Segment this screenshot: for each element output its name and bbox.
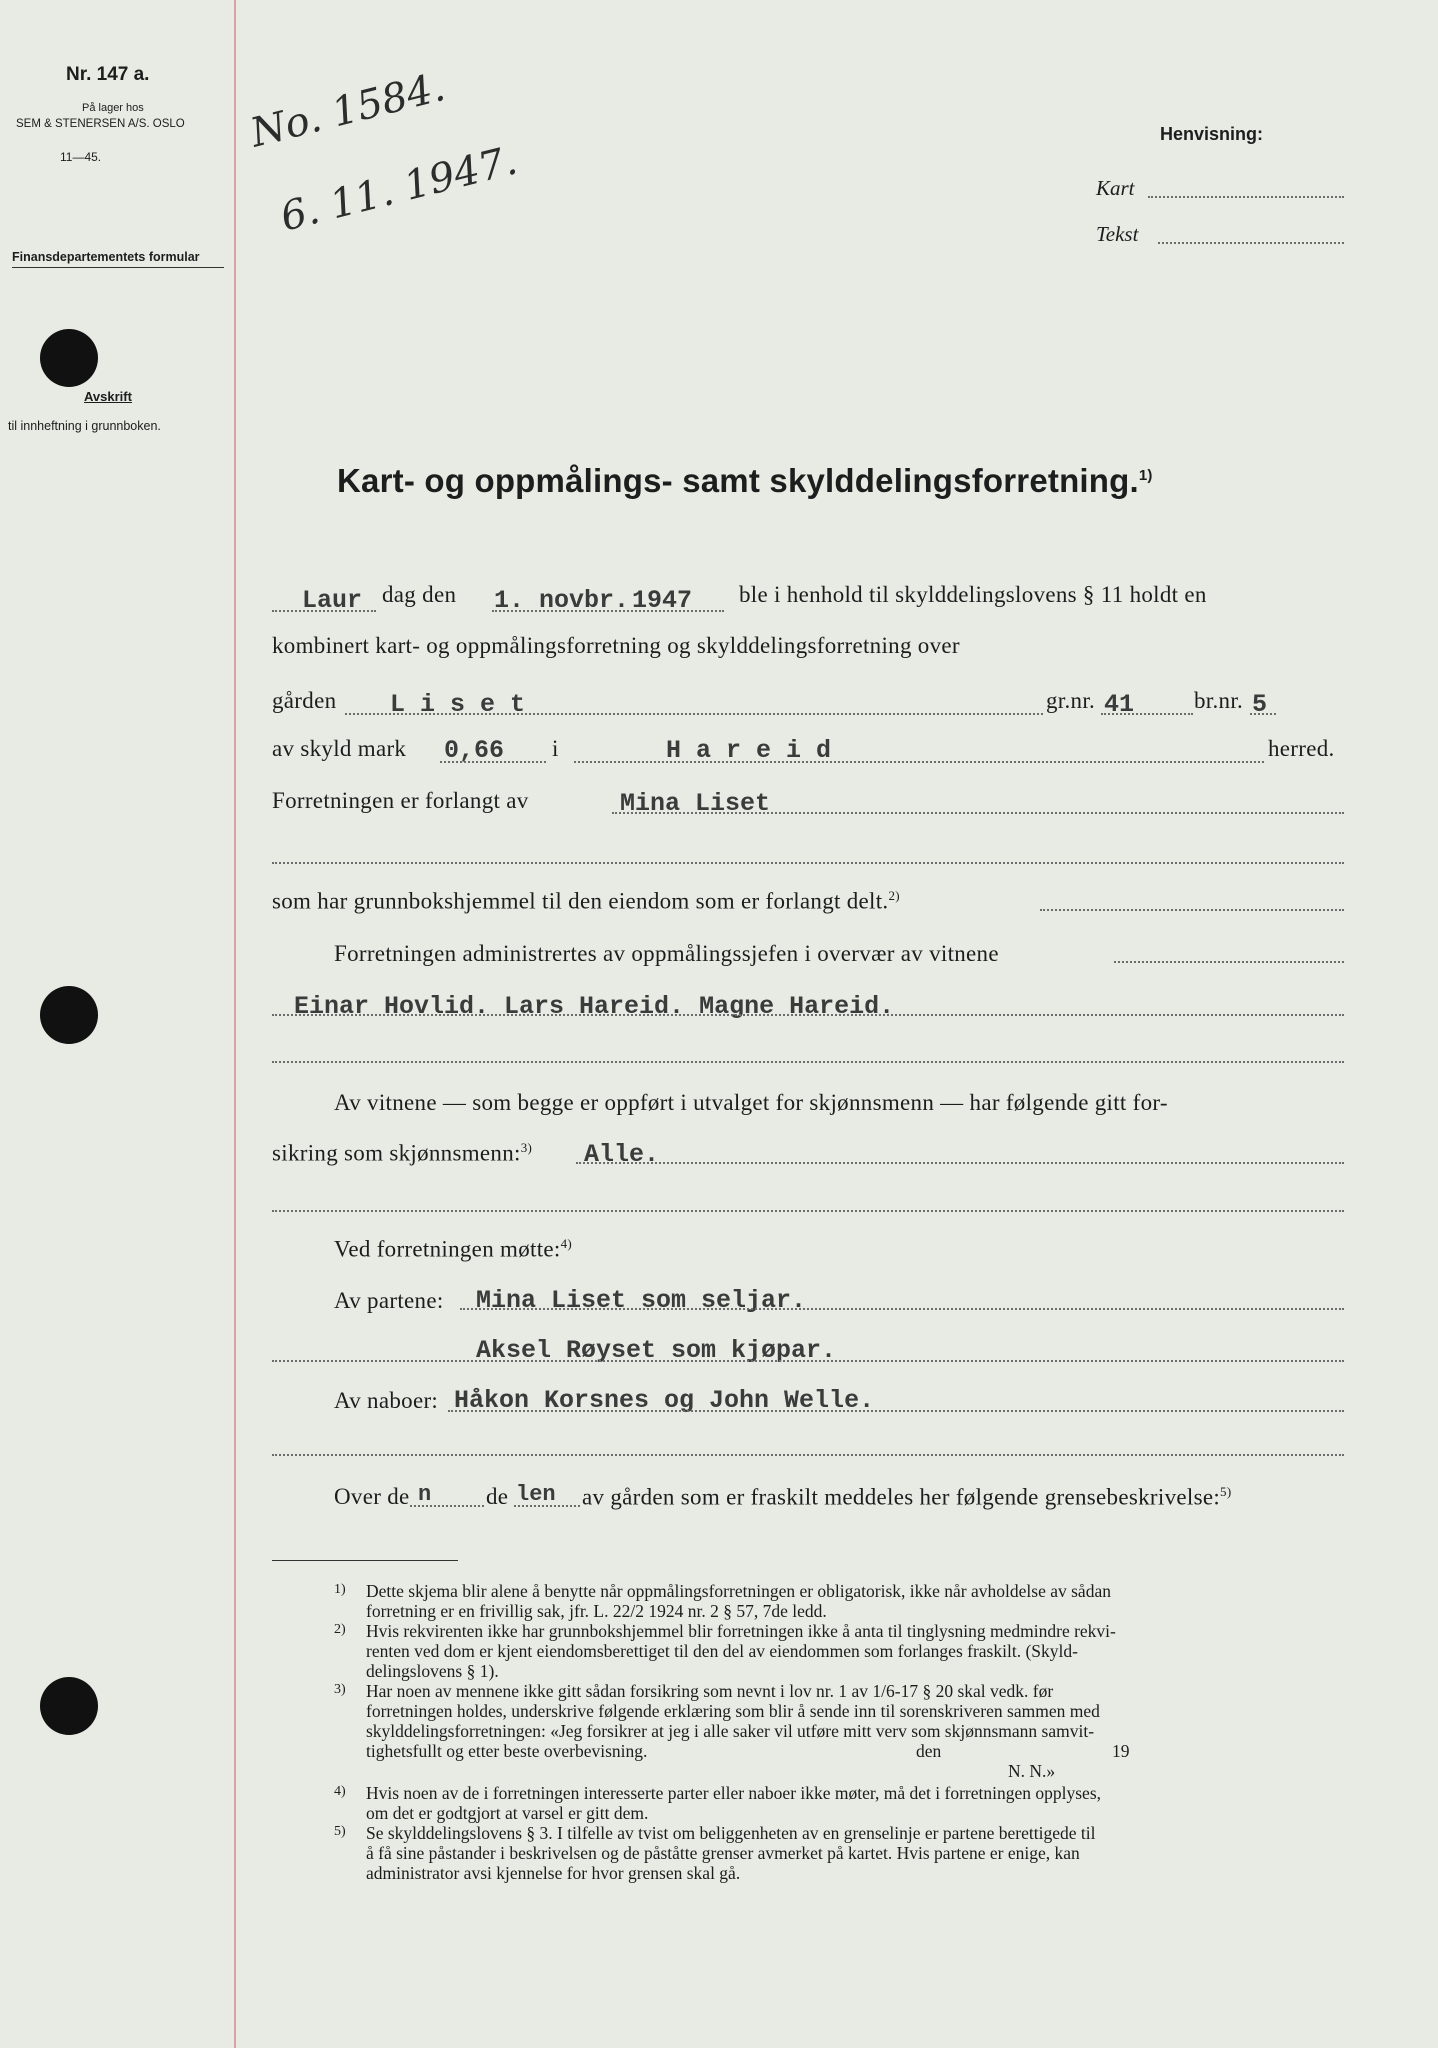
footnote-mark-4: 4)	[334, 1784, 346, 1799]
over-label: Over de	[334, 1484, 410, 1509]
requested-by-line	[612, 812, 1344, 814]
footnote-2-line-2: renten ved dom er kjent eiendomsberettiget til den del av eiendommen som forlanges fraskilt. (Skyld-	[366, 1641, 1078, 1661]
over-footnote-mark: 5)	[1220, 1484, 1232, 1499]
neighbours-line	[448, 1410, 1344, 1412]
assurance-value: Alle.	[584, 1140, 660, 1169]
farm-line	[345, 713, 1043, 715]
mote-text	[334, 1236, 572, 1263]
farm-label: gården	[272, 688, 337, 713]
publisher-line-2: SEM & STENERSEN A/S. OSLO	[16, 118, 185, 130]
blank-line-3	[272, 1210, 1344, 1212]
footnote-3-year: 19	[1112, 1741, 1130, 1761]
date-line	[492, 610, 724, 612]
footnote-2-line-3: delingslovens § 1).	[366, 1661, 499, 1681]
de-label: de	[486, 1484, 509, 1509]
margin-line	[234, 0, 236, 2048]
print-date: 11—45.	[60, 150, 102, 164]
brnr-label: br.nr.	[1194, 688, 1244, 713]
municipality-line	[574, 761, 1264, 763]
map-fill-line	[1148, 196, 1344, 198]
grunnbok-line	[1040, 909, 1344, 911]
handwritten-reference: No. 1584.	[246, 64, 450, 157]
weekday-value: Laur	[302, 586, 363, 615]
blank-line-4	[272, 1454, 1344, 1456]
footnote-5-line-3: administrator avsi kjennelse for hvor grensen skal gå.	[366, 1863, 741, 1883]
footnote-mark-1: 1)	[334, 1582, 346, 1597]
footnote-3-line-2: forretningen holdes, underskrive følgende erklæring som blir å sende inn til sorenskriveren sammen med	[366, 1701, 1100, 1721]
weekday-line	[272, 610, 376, 612]
grnr-line	[1101, 713, 1193, 715]
punch-hole-top	[40, 329, 98, 387]
brnr-line	[1250, 713, 1276, 715]
footnote-3-line-4: tighetsfullt og etter beste overbevisning.	[366, 1741, 648, 1761]
mote-footnote-mark: 4)	[560, 1236, 573, 1251]
grnr-value: 41	[1104, 690, 1135, 719]
vitnene-line-1: Av vitnene — som begge er oppført i utvalget for skjønnsmenn — har følgende gitt for-	[334, 1090, 1168, 1115]
blank-line-2	[272, 1061, 1344, 1063]
map-label: Kart	[1096, 176, 1135, 200]
skyld-value: 0,66	[444, 736, 505, 765]
year-value: 1947	[632, 586, 693, 615]
vitnene-label: sikring som skjønnsmenn:	[272, 1140, 521, 1166]
punch-hole-bottom	[40, 1677, 98, 1735]
party-1-value: Mina Liset som seljar.	[476, 1286, 807, 1315]
admin-text: Forretningen administrertes av oppmålingssjefen i overvær av vitnene	[334, 941, 999, 966]
copy-label: Avskrift	[84, 389, 132, 404]
mote-label: Ved forretningen møtte:	[334, 1236, 561, 1262]
parties-label: Av partene:	[334, 1288, 444, 1313]
form-number: Nr. 147 a.	[66, 64, 150, 85]
footnote-3-nn: N. N.»	[1008, 1761, 1056, 1781]
vitnene-line-2	[272, 1140, 532, 1167]
footnote-mark-3: 3)	[334, 1682, 346, 1697]
footnote-2-line-1: Hvis rekvirenten ikke har grunnbokshjemmel blir forretningen ikke å anta til tinglysning medmindre rekvi-	[366, 1621, 1116, 1641]
party-2-line	[272, 1360, 1344, 1362]
footnote-5-line-2: å få sine påstander i beskrivelsen og de påståtte grenser avmerket på kartet. Hvis partene er enige, kan	[366, 1843, 1080, 1863]
grunnbok-footnote-mark: 2)	[888, 888, 900, 903]
municipality-value: H a r e i d	[666, 736, 832, 765]
skyld-line	[440, 761, 546, 763]
ministry-label: Finansdepartementets formular	[12, 250, 200, 264]
neighbours-value: Håkon Korsnes og John Welle.	[454, 1386, 875, 1415]
over-fill-1: n	[418, 1482, 432, 1507]
party-1-line	[460, 1308, 1344, 1310]
title-text: Kart- og oppmålings- samt skylddelingsforretning.	[337, 462, 1139, 499]
over-fill-2: len	[516, 1482, 556, 1507]
copy-subtitle: til innheftning i grunnboken.	[8, 419, 161, 433]
grnr-label: gr.nr.	[1046, 688, 1096, 713]
footnote-5-line-1: Se skylddelingslovens § 3. I tilfelle av tvist om beliggenheten av en grenselinje er partene berettigede til	[366, 1823, 1096, 1843]
requested-by-value: Mina Liset	[620, 789, 771, 818]
punch-hole-middle	[40, 986, 98, 1044]
witnesses-line	[272, 1014, 1344, 1016]
document-title	[337, 462, 1153, 500]
dag-den-label: dag den	[382, 582, 457, 607]
grunnbok-text	[272, 888, 900, 915]
footnote-1-line-2: forretning er en frivillig sak, jfr. L. 22/2 1924 nr. 2 § 57, 7de ledd.	[366, 1601, 827, 1621]
footnote-mark-2: 2)	[334, 1622, 346, 1637]
ministry-underline	[12, 267, 224, 268]
footnote-3-line-3: skylddelingsforretningen: «Jeg forsikrer at jeg i alle saker vil utføre mitt verv som skjønnsmann samvit-	[366, 1721, 1095, 1741]
i-label: i	[552, 736, 559, 761]
farm-name-value: L i s e t	[390, 690, 526, 719]
line1-rest: ble i henhold til skylddelingslovens § 11 holdt en	[739, 582, 1207, 607]
text-fill-line	[1158, 242, 1344, 244]
assurance-line	[576, 1162, 1344, 1164]
line2-text: kombinert kart- og oppmålingsforretning og skylddelingsforretning over	[272, 633, 960, 658]
footnote-mark-5: 5)	[334, 1824, 346, 1839]
date-value: 1. novbr.	[494, 586, 630, 615]
footnote-1-line-1: Dette skjema blir alene å benytte når oppmålingsforretningen er obligatorisk, ikke når avholdelse av sådan	[366, 1581, 1111, 1601]
vitnene-footnote-mark: 3)	[520, 1140, 533, 1155]
handwritten-date: 6. 11. 1947.	[276, 137, 522, 241]
blank-line-1	[272, 862, 1344, 864]
title-footnote-mark: 1)	[1138, 467, 1153, 484]
party-2-value: Aksel Røyset som kjøpar.	[476, 1336, 837, 1365]
over-line-1	[410, 1505, 484, 1507]
over-rest	[582, 1484, 1231, 1511]
neighbours-label: Av naboer:	[334, 1388, 439, 1413]
grunnbok-label: som har grunnbokshjemmel til den eiendom som er forlangt delt.	[272, 888, 889, 914]
over-rest-label: av gården som er fraskilt meddeles her følgende grensebeskrivelse:	[582, 1484, 1221, 1510]
footnote-separator	[272, 1560, 458, 1561]
footnote-4-line-2: om det er godtgjort at varsel er gitt dem.	[366, 1803, 649, 1823]
brnr-value: 5	[1252, 690, 1268, 719]
over-line-2	[514, 1505, 580, 1507]
witnesses-value: Einar Hovlid. Lars Hareid. Magne Hareid.	[294, 992, 895, 1021]
skyld-label: av skyld mark	[272, 736, 407, 761]
publisher-line-1: På lager hos	[82, 102, 144, 114]
requested-by-label: Forretningen er forlangt av	[272, 788, 529, 813]
text-label: Tekst	[1096, 222, 1139, 246]
footnote-3-line-1: Har noen av mennene ikke gitt sådan forsikring som nevnt i lov nr. 1 av 1/6-17 § 20 skal vedk. før	[366, 1681, 1054, 1701]
footnote-4-line-1: Hvis noen av de i forretningen interesserte parter eller naboer ikke møter, må det i forretningen opplyses,	[366, 1783, 1102, 1803]
reference-title: Henvisning:	[1160, 124, 1264, 144]
admin-line	[1114, 961, 1344, 963]
footnote-3-den: den	[916, 1741, 942, 1761]
herred-label: herred.	[1268, 736, 1335, 761]
